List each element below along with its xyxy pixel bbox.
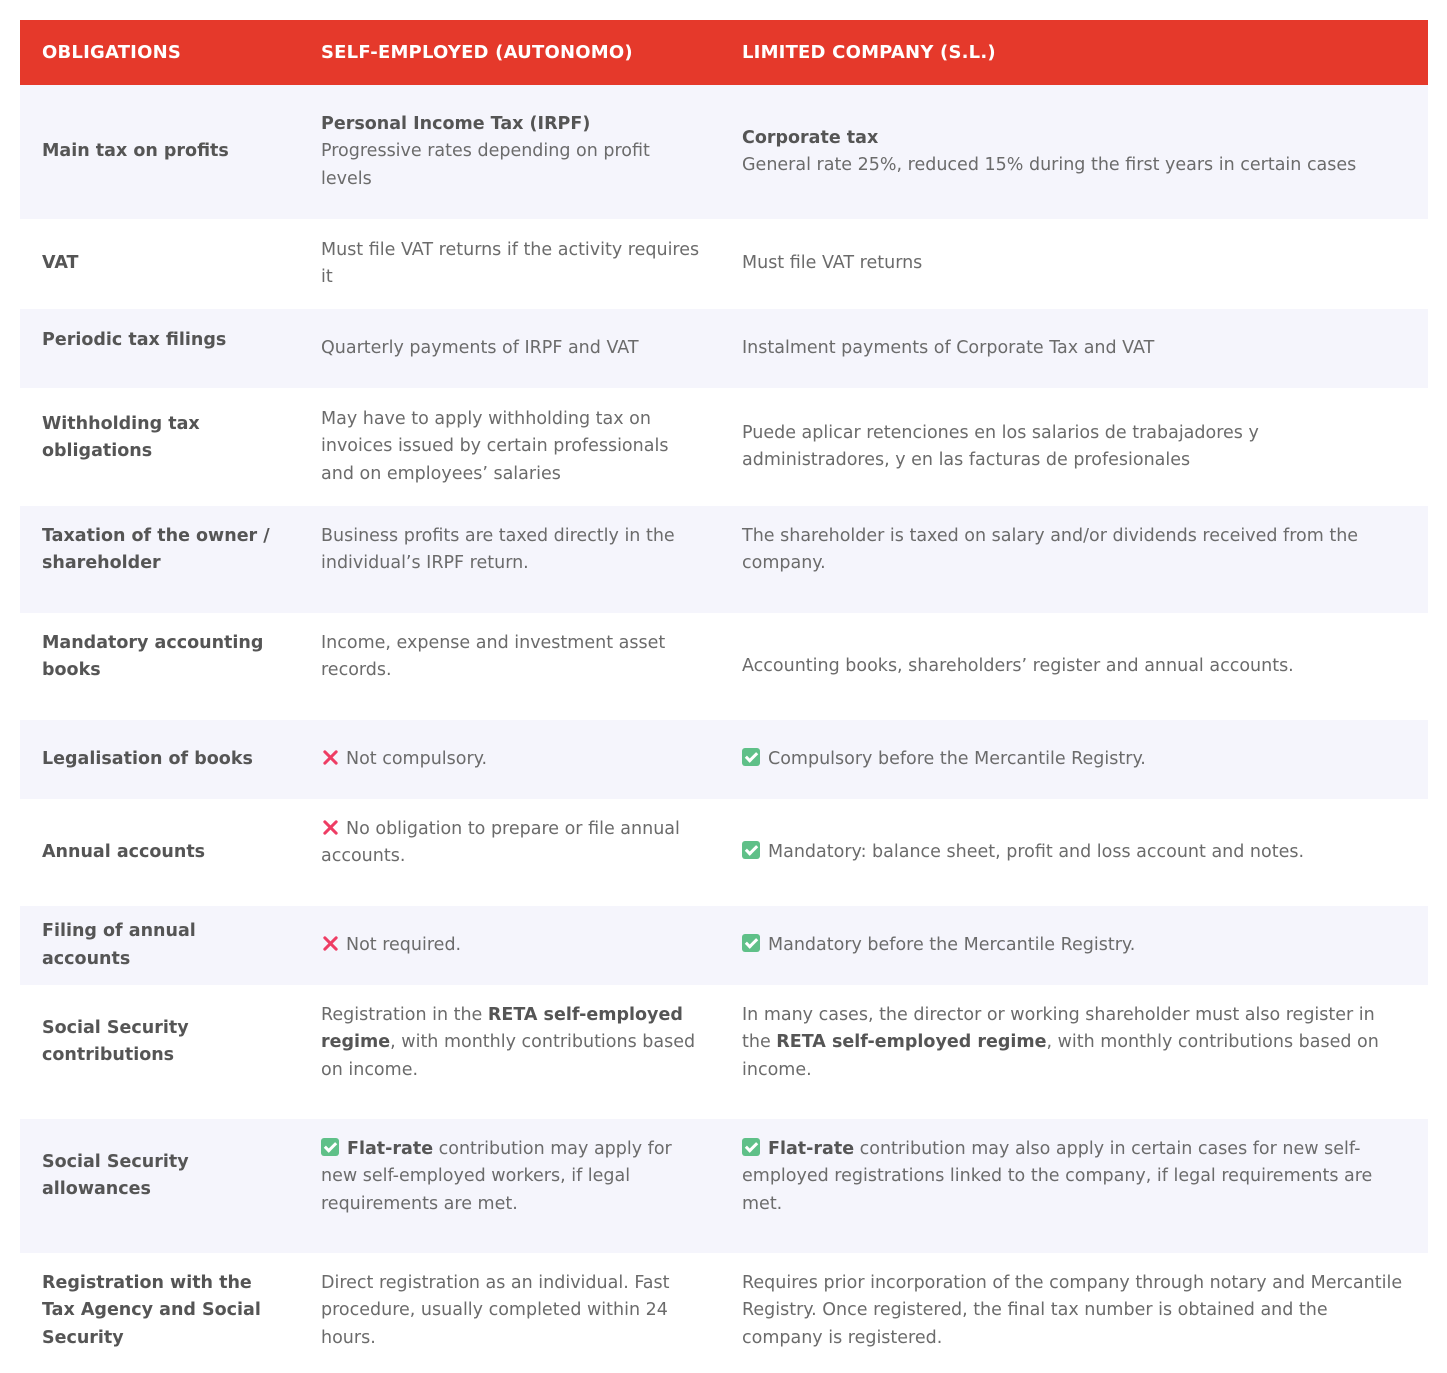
row-label: Filing of annual accounts [42,921,196,969]
limited-company-cell [721,1119,1428,1253]
cross-mark-icon [321,748,339,766]
table-header [20,20,1428,85]
self-employed-cell [300,1119,721,1253]
table-row [20,1253,1428,1373]
self-employed-cell [300,985,721,1119]
header-self-employed: SELF-EMPLOYED (AUTONOMO) [321,42,633,63]
row-label: Social Security allowances [42,1152,189,1200]
row-label: Annual accounts [42,841,206,862]
table-row [20,1119,1428,1253]
limited-company-cell [721,388,1428,506]
cell-text: Mandatory before the Mercantile Registry. [768,934,1136,955]
self-employed-cell [300,506,721,613]
cell-text-bold: RETA self-employed regime [321,1005,683,1053]
check-mark-icon [742,934,760,952]
cell-text: Puede aplicar retenciones en los salarios de trabajadores y administradores, y en las facturas de profesionales [742,422,1259,470]
table-row [20,85,1428,219]
table-row [20,219,1428,309]
cross-mark-icon [321,818,339,836]
limited-company-cell [721,1253,1428,1373]
cell-text: Not compulsory. [346,748,488,769]
table-row [20,309,1428,388]
limited-company-cell [721,799,1428,906]
cell-text: Not required. [346,934,462,955]
limited-company-cell [721,85,1428,219]
check-mark-icon [742,841,760,859]
self-employed-cell [300,309,721,388]
self-employed-cell [300,219,721,309]
cell-title: Corporate tax [742,127,879,148]
row-label: Main tax on profits [42,141,229,162]
cell-text: Direct registration as an individual. Fast procedure, usually completed within 24 hours. [321,1273,670,1348]
row-label: Mandatory accounting books [42,633,264,681]
cell-text: Mandatory: balance sheet, profit and loss account and notes. [768,841,1305,862]
cell-text: Must file VAT returns if the activity requires it [321,239,700,287]
self-employed-cell [300,85,721,219]
row-label: VAT [42,253,79,274]
self-employed-cell [300,720,721,799]
limited-company-cell [721,906,1428,985]
cell-text: Quarterly payments of IRPF and VAT [321,337,639,358]
self-employed-cell [300,1253,721,1373]
table-row [20,506,1428,613]
cell-text: General rate 25%, reduced 15% during the first years in certain cases [742,155,1357,175]
row-label: Legalisation of books [42,748,253,769]
limited-company-cell [721,613,1428,720]
cell-text-post: , with monthly contributions based on income. [742,1032,1379,1080]
row-label: Periodic tax filings [42,330,227,350]
table-row [20,799,1428,906]
self-employed-cell [300,799,721,906]
cell-text: Requires prior incorporation of the company through notary and Mercantile Registry. Once registered, the final tax number is obtained and the company is registered. [742,1273,1403,1348]
cell-text-bold: Flat-rate [768,1139,855,1159]
row-label: Withholding tax obligations [42,414,200,462]
cell-text: No obligation to prepare or file annual accounts. [321,819,680,867]
table-row [20,388,1428,506]
cell-text-bold: Flat-rate [347,1139,434,1159]
cross-mark-icon [321,934,339,952]
table-row [20,720,1428,799]
cell-text: Compulsory before the Mercantile Registry. [768,748,1146,769]
cell-text: Income, expense and investment asset records. [321,633,666,681]
cell-text-pre: Registration in the [321,1005,488,1025]
limited-company-cell [721,985,1428,1119]
row-label: Registration with the Tax Agency and Social Security [42,1273,261,1348]
cell-text-post: contribution may also apply in certain cases for new self-employed registrations linked to the company, if legal requirements are met. [742,1139,1373,1214]
check-mark-icon [321,1138,339,1156]
cell-text: May have to apply withholding tax on invoices issued by certain professionals and on employees’ salaries [321,408,669,484]
cell-text-bold: RETA self-employed regime [776,1032,1047,1053]
limited-company-cell [721,309,1428,388]
row-label: Taxation of the owner / shareholder [42,526,270,574]
self-employed-cell [300,906,721,985]
limited-company-cell [721,720,1428,799]
header-limited-company: LIMITED COMPANY (S.L.) [742,42,996,63]
limited-company-cell [721,219,1428,309]
cell-text-post: , with monthly contributions based on income. [321,1032,696,1080]
self-employed-cell [300,388,721,506]
table-row [20,906,1428,985]
table-row [20,613,1428,720]
cell-text: Instalment payments of Corporate Tax and VAT [742,337,1155,358]
cell-text: The shareholder is taxed on salary and/or dividends received from the company. [742,526,1359,574]
limited-company-cell [721,506,1428,613]
cell-text: Progressive rates depending on profit levels [321,141,650,189]
cell-text-post: contribution may apply for new self-employed workers, if legal requirements are met. [321,1139,672,1214]
cell-text: Business profits are taxed directly in the individual’s IRPF return. [321,526,675,574]
self-employed-cell [300,613,721,720]
cell-text: Must file VAT returns [742,253,923,274]
cell-text-pre: In many cases, the director or working shareholder must also register in the [742,1005,1375,1053]
cell-text: Accounting books, shareholders’ register and annual accounts. [742,655,1294,676]
table-row [20,985,1428,1119]
comparison-table [20,20,1428,1373]
cell-title: Personal Income Tax (IRPF) [321,113,591,134]
check-mark-icon [742,1138,760,1156]
row-label: Social Security contributions [42,1018,189,1066]
header-obligations: OBLIGATIONS [42,42,182,63]
check-mark-icon [742,748,760,766]
